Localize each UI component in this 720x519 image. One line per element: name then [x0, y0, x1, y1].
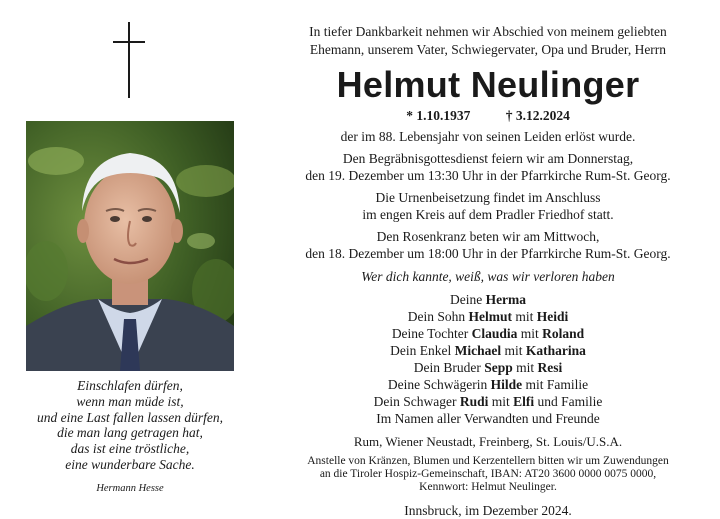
note-line: Kennwort: Helmut Neulinger.	[419, 480, 557, 493]
family-line: Im Namen aller Verwandten und Freunde	[376, 410, 600, 426]
poem-line: das ist eine tröstliche,	[70, 441, 190, 457]
poem-line: und eine Last fallen lassen dürfen,	[37, 409, 223, 425]
motto: Wer dich kannte, weiß, was wir verloren haben	[361, 268, 615, 284]
family-line: Dein Schwager Rudi mit Elfi und Familie	[373, 393, 603, 409]
rosary-info	[262, 228, 714, 263]
family-line: Dein Enkel Michael mit Katharina	[390, 342, 586, 358]
family-line: Deine Schwägerin Hilde mit Familie	[387, 376, 589, 392]
cross-vertical-bar	[128, 22, 130, 98]
funeral-line: Den Begräbnisgottesdienst feiern wir am Donnerstag,	[342, 150, 634, 166]
cross-symbol	[113, 22, 145, 98]
family-line: Dein Sohn Helmut mit Heidi	[407, 308, 569, 324]
rosary-line: den 18. Dezember um 18:00 Uhr in der Pfarrkirche Rum-St. Georg.	[305, 246, 671, 261]
intro-line: Ehemann, unserem Vater, Schwiegervater, Opa und Bruder, Herrn	[309, 41, 667, 57]
poem	[26, 378, 234, 495]
rosary-line: Den Rosenkranz beten wir am Mittwoch,	[376, 228, 600, 244]
deceased-name: Helmut Neulinger	[336, 64, 640, 105]
funeral-line: den 19. Dezember um 13:30 Uhr in der Pfarrkirche Rum-St. Georg.	[305, 168, 671, 183]
poem-author: Hermann Hesse	[96, 482, 164, 494]
urn-line: Die Urnenbeisetzung findet im Anschluss	[375, 189, 601, 205]
poem-line: eine wunderbare Sache.	[65, 456, 195, 472]
donation-note	[262, 455, 714, 495]
death-date: † 3.12.2024	[505, 108, 570, 123]
places: Rum, Wiener Neustadt, Freinberg, St. Louis/U.S.A.	[353, 433, 623, 449]
family-list	[262, 291, 714, 427]
intro-text	[262, 23, 714, 58]
closing-place-date: Innsbruck, im Dezember 2024.	[404, 503, 572, 519]
passing-text: der im 88. Lebensjahr von seinen Leiden erlöst wurde.	[340, 129, 636, 144]
family-line: Deine Herma	[449, 291, 527, 307]
poem-line: Einschlafen dürfen,	[77, 378, 183, 393]
cross-horizontal-bar	[113, 41, 145, 43]
funeral-info	[262, 150, 714, 185]
poem-line: die man lang getragen hat,	[57, 425, 203, 441]
obituary-text	[262, 23, 714, 519]
birth-date: * 1.10.1937	[406, 108, 471, 123]
intro-line: In tiefer Dankbarkeit nehmen wir Abschied von meinem geliebten	[309, 24, 667, 39]
urn-line: im engen Kreis auf dem Pradler Friedhof statt.	[362, 207, 614, 222]
life-dates	[262, 108, 714, 124]
urn-info	[262, 189, 714, 224]
note-line: Anstelle von Kränzen, Blumen und Kerzentellern bitten wir um Zuwendungen	[307, 454, 669, 467]
family-line: Dein Bruder Sepp mit Resi	[413, 359, 563, 375]
portrait-photo	[26, 121, 234, 371]
poem-line: wenn man müde ist,	[76, 393, 184, 409]
family-line: Deine Tochter Claudia mit Roland	[391, 325, 585, 341]
note-line: an die Tiroler Hospiz-Gemeinschaft, IBAN: AT20 3600 0000 0075 0000,	[319, 467, 657, 480]
